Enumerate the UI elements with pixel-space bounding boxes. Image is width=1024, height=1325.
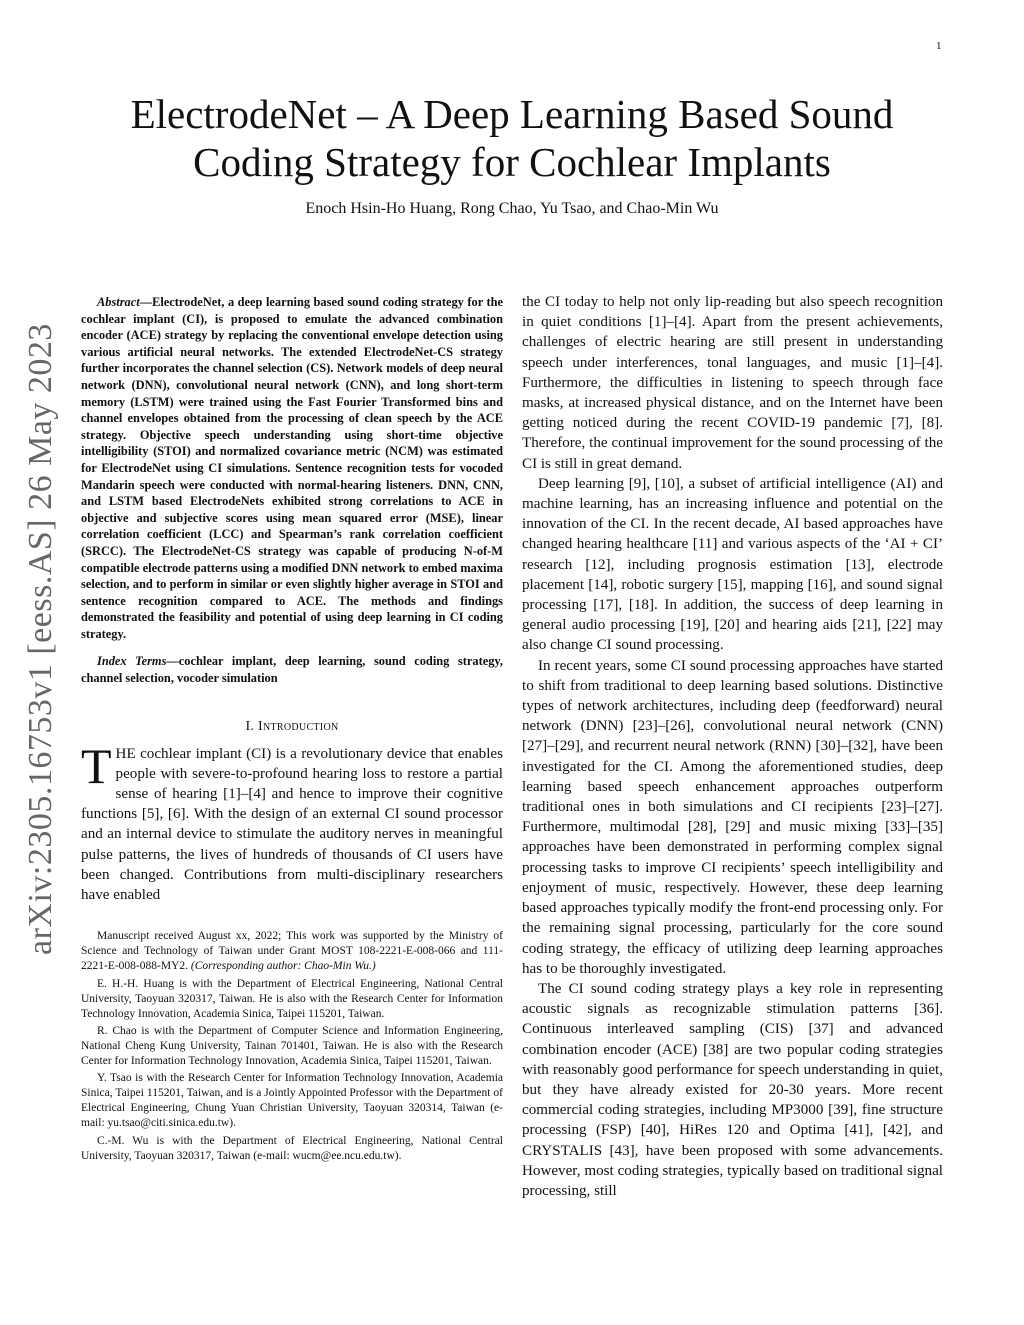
body-paragraph: Deep learning [9], [10], a subset of artificial intelligence (AI) and machine learning, has an increasing influence and potential on the innovation of the CI. In the recent decade, AI based approaches have changed hearing healthcare [11] and various aspects of the ‘AI + CI’ research [12], including prognosis estimation [13], electrode placement [14], robotic surgery [15], mapping [16], and sound signal processing [17], [18]. In addition, the success of deep learning in general audio processing [19], [20] and hearing aids [21], [22] may also change CI sound processing.: [522, 475, 943, 654]
footnote-manuscript-text: Manuscript received August xx, 2022; This work was supported by the Ministry of Science and Technology of Taiwan under Grant MOST 108-2221-E-008-066 and 111-2221-E-008-088-MY2.: [81, 930, 503, 973]
body-paragraph: The CI sound coding strategy plays a key role in representing acoustic signals as recognizable stimulation patterns [36]. Continuous interleaved sampling (CIS) [37] and advanced combination encoder (ACE) [38] are two popular coding strategies with reasonably good performance for speech understanding in quiet, but they have already existed for 20-30 years. More recent commercial coding strategies, including MP3000 [39], fine structure processing (FSP) [40], HiRes 120 and Optima [41], [42], and CRYSTALIS [43], have been proposed with some advancements. However, most coding strategies, typically based on traditional signal processing, still: [522, 980, 943, 1199]
footnote-author-huang: E. H.-H. Huang is with the Department of Electrical Engineering, National Central University, Taoyuan 320317, Taiwan. He is also with the Research Center for Information Technology Innovation, Academia Sinica, Taipei 115201, Taiwan.: [81, 977, 503, 1020]
author-list: Enoch Hsin-Ho Huang, Rong Chao, Yu Tsao, and Chao-Min Wu: [305, 200, 719, 217]
section-heading-introduction: [81, 719, 503, 735]
footnote-manuscript: [81, 929, 503, 974]
introduction-paragraph: [81, 737, 503, 906]
footnote-author-tsao: Y. Tsao is with the Research Center for Information Technology Innovation, Academia Sinica, Taipei 115201, Taiwan, and is a Jointly Appointed Professor with the Department of Electrical Engineering, Chung Yuan Christian University, Taoyuan 320314, Taiwan (e-mail: yu.tsao@citi.sinica.edu.tw).: [81, 1072, 503, 1130]
drop-cap: T: [81, 737, 112, 794]
intro-first-word: HE: [115, 745, 136, 762]
paper-title: ElectrodeNet – A Deep Learning Based Sound Coding Strategy for Cochlear Implants: [130, 91, 894, 185]
footnotes: [81, 929, 503, 1163]
body-paragraph: the CI today to help not only lip-reading but also speech recognition in quiet conditions [1]–[4]. Apart from the present achievements, challenges of electric hearing are still present in understanding speech under interferences, tonal languages, and music [1]–[4]. Furthermore, the difficulties in listening to speech through face masks, at increased physical distance, and on the Internet have been getting noticed during the recent COVID-19 pandemic [7], [8]. Therefore, the continual improvement for the sound processing of the CI is still in great demand.: [522, 294, 943, 472]
footnote-corresponding-author: (Corresponding author: Chao-Min Wu.): [190, 960, 376, 973]
index-terms: [81, 653, 503, 686]
section-numeral: I.: [245, 718, 259, 734]
left-column: [81, 294, 503, 1166]
abstract-lead: Abstract: [97, 295, 140, 309]
index-terms-lead: Index Terms: [97, 654, 167, 669]
abstract-text: —ElectrodeNet, a deep learning based sound coding strategy for the cochlear implant (CI), is proposed to emulate the advanced combination encoder (ACE) strategy by replacing the conventional envelope detection using various artificial neural networks. The extended ElectrodeNet-CS strategy further incorporates the channel selection (CS). Network models of deep neural network (DNN), convolutional neural network (CNN), and long short-term memory (LSTM) were trained using the Fast Fourier Transformed bins and channel envelopes obtained from the processing of clean speech by the ACE strategy. Objective speech understanding using short-time objective intelligibility (STOI) and normalized covariance metric (NCM) was estimated for ElectrodeNet using CI simulations. Sentence recognition tests for vocoded Mandarin speech were conducted with normal-hearing listeners. DNN, CNN, and LSTM based ElectrodeNets exhibited strong correlations to ACE in objective and subjective scores using mean squared error (MSE), linear correlation coefficient (LCC) and Spearman’s rank correlation coefficient (SRCC). The ElectrodeNet-CS strategy was capable of producing N-of-M compatible electrode patterns using a modified DNN network to embed maxima selection, and to perform in similar or even slightly higher average in STOI and sentence recognition compared to ACE. The methods and findings demonstrated the feasibility and potential of using deep learning in CI coding strategy.: [81, 295, 503, 641]
index-terms-text: —cochlear implant, deep learning, sound coding strategy, channel selection, vocoder simulation: [81, 654, 503, 686]
arxiv-identifier-stamp: arXiv:2305.16753v1 [eess.AS] 26 May 2023: [22, 323, 59, 955]
section-title: Introduction: [258, 718, 339, 734]
footnote-author-wu: C.-M. Wu is with the Department of Electrical Engineering, National Central University, Taoyuan 320317, Taiwan (e-mail: wucm@ee.ncu.edu.tw).: [81, 1134, 503, 1162]
abstract: [81, 294, 503, 642]
footnote-author-chao: R. Chao is with the Department of Computer Science and Information Engineering, National Cheng Kung University, Tainan 701401, Taiwan. He is also with the Research Center for Information Technology Innovation, Academia Sinica, Taipei 115201, Taiwan.: [81, 1024, 503, 1068]
body-paragraph: In recent years, some CI sound processing approaches have started to shift from traditional to deep learning based solutions. Distinctive types of network architectures, including deep (feedforward) neural network (DNN) [23]–[26], convolutional neural network (CNN) [27]–[29], and recurrent neural network (RNN) [30]–[32], have been investigated for the CI. Among the aforementioned studies, deep learning based speech enhancement approaches outperform traditional ones in both simulations and CI recipients [23]–[27]. Furthermore, multimodal [28], [29] and music mixing [33]–[35] approaches have been demonstrated in performing complex signal processing tasks to improve CI recipients’ speech intelligibility and enjoyment of music, respectively. However, these deep learning based approaches typically modify the front-end processing only. For the remaining signal processing, particularly for the core sound coding strategy, the efficacy of utilizing deep learning approaches has to be thoroughly investigated.: [522, 657, 943, 977]
right-column: [522, 292, 943, 1201]
intro-text: cochlear implant (CI) is a revolutionary device that enables people with severe-to-profound hearing loss to restore a partial sense of hearing [1]–[4] and hence to improve their cognitive functions [5], [6]. With the design of an external CI sound processor and an internal device to stimulate the auditory nerves in meaningful pulse patterns, the lives of hundreds of thousands of CI users have been changed. Contributions from multi-disciplinary researchers have enabled: [81, 745, 503, 904]
page-number: 1: [936, 40, 942, 52]
